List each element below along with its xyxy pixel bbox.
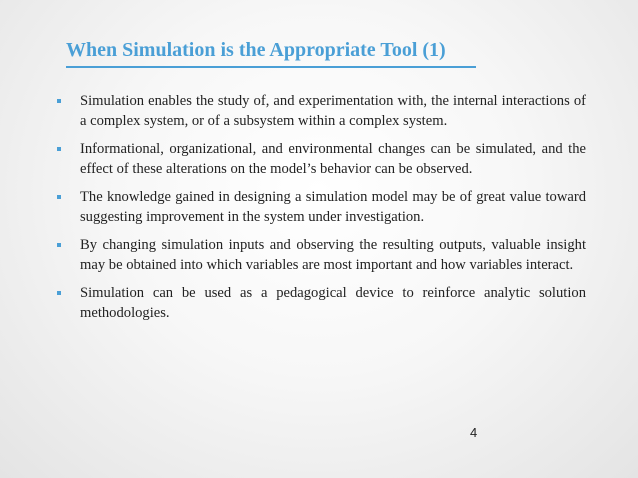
bullet-text: Simulation can be used as a pedagogical device to reinforce analytic solution methodologies. <box>80 285 586 321</box>
bullet-text: Informational, organizational, and environmental changes can be simulated, and the effect of these alterations on the model’s behavior can be observed. <box>80 141 586 177</box>
bullet-text: By changing simulation inputs and observing the resulting outputs, valuable insight may be obtained into which variables are most important and how variables interact. <box>80 237 586 273</box>
bullet-square-icon <box>57 99 61 103</box>
bullet-square-icon <box>57 147 61 151</box>
bullet-item <box>54 140 586 179</box>
slide-title: When Simulation is the Appropriate Tool (1) <box>66 39 446 61</box>
bullet-item <box>54 236 586 275</box>
bullet-square-icon <box>57 195 61 199</box>
bullet-item <box>54 188 586 227</box>
title-underline <box>66 66 476 68</box>
bullet-square-icon <box>57 243 61 247</box>
bullet-square-icon <box>57 291 61 295</box>
bullet-item <box>54 92 586 131</box>
page-number: 4 <box>470 425 478 440</box>
bullet-item <box>54 284 586 323</box>
bullet-list <box>54 92 586 332</box>
bullet-text: Simulation enables the study of, and experimentation with, the internal interactions of a complex system, or of a subsystem within a complex system. <box>80 93 586 129</box>
bullet-text: The knowledge gained in designing a simulation model may be of great value toward suggesting improvement in the system under investigation. <box>80 189 586 225</box>
